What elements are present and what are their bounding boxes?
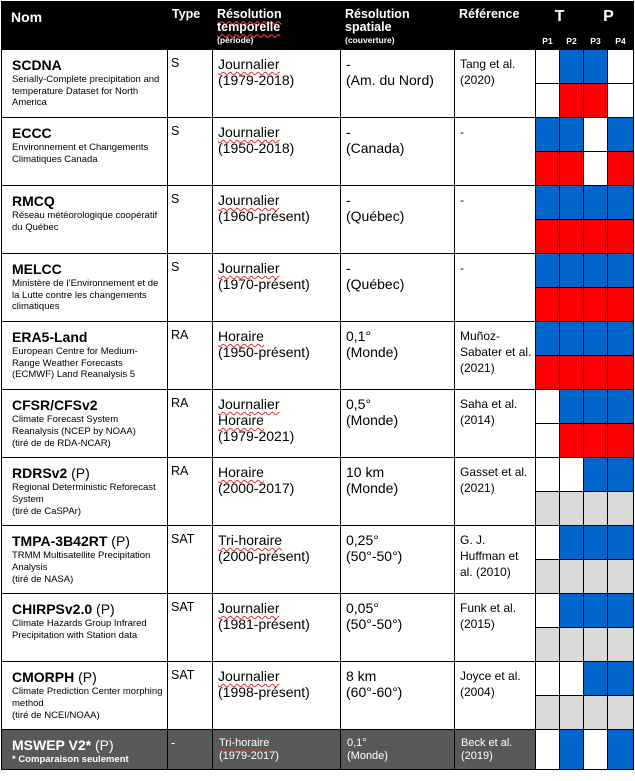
availability-cell-p3 bbox=[584, 118, 608, 152]
dataset-type: RA bbox=[168, 458, 213, 526]
dataset-reference: Joyce et al. (2004) bbox=[455, 662, 536, 730]
availability-cell-p3 bbox=[584, 84, 608, 118]
dataset-reference: G. J. Huffman et al. (2010) bbox=[455, 526, 536, 594]
availability-cell-p1 bbox=[536, 152, 560, 186]
availability-cell-p4 bbox=[608, 492, 634, 526]
dataset-period: (2000-présent) bbox=[218, 548, 310, 564]
comparison-note: * Comparaison seulement bbox=[12, 754, 129, 765]
dataset-temporal bbox=[213, 254, 341, 322]
availability-cell-p4 bbox=[608, 696, 634, 730]
availability-cell-p1 bbox=[536, 560, 560, 594]
availability-cell-p2 bbox=[560, 118, 584, 152]
dataset-coverage: (50°-50°) bbox=[346, 548, 403, 564]
dataset-temporal bbox=[213, 322, 341, 390]
availability-cell-p3 bbox=[584, 526, 608, 560]
dataset-name bbox=[12, 262, 163, 277]
dataset-name-cell bbox=[2, 50, 168, 118]
dataset-temporal-res: Journalier bbox=[218, 668, 280, 684]
dataset-row bbox=[2, 526, 634, 560]
dataset-type: S bbox=[168, 254, 213, 322]
dataset-name-text: RDRSv2 bbox=[12, 465, 68, 481]
dataset-spatial bbox=[341, 594, 455, 662]
availability-cell-p4 bbox=[608, 526, 634, 560]
dataset-name-text: ERA5-Land bbox=[12, 329, 88, 345]
dataset-name bbox=[12, 58, 163, 73]
dataset-spatial-res: - bbox=[346, 124, 351, 140]
dataset-spatial-res: - bbox=[346, 56, 351, 72]
dataset-row bbox=[2, 390, 634, 424]
dataset-reference: - bbox=[455, 186, 536, 254]
dataset-name bbox=[12, 466, 163, 481]
availability-cell-p2 bbox=[560, 526, 584, 560]
dataset-spatial bbox=[341, 186, 455, 254]
header-temporal bbox=[213, 2, 341, 50]
availability-cell-p1 bbox=[536, 492, 560, 526]
comparison-name-text: MSWEP V2* bbox=[12, 737, 92, 753]
dataset-row bbox=[2, 662, 634, 696]
dataset-type: S bbox=[168, 118, 213, 186]
dataset-name-cell bbox=[2, 458, 168, 526]
header-type: Type bbox=[168, 2, 213, 50]
availability-cell-p4 bbox=[608, 458, 634, 492]
dataset-source-note: (tiré de NCEI/NOAA) bbox=[12, 710, 100, 721]
availability-cell-p2 bbox=[560, 322, 584, 356]
dataset-row bbox=[2, 254, 634, 288]
dataset-type: S bbox=[168, 50, 213, 118]
dataset-name-suffix: (P) bbox=[74, 669, 97, 685]
dataset-name bbox=[12, 126, 163, 141]
dataset-name-cell bbox=[2, 526, 168, 594]
availability-cell-p4 bbox=[608, 84, 634, 118]
availability-cell-p3 bbox=[584, 356, 608, 390]
dataset-row bbox=[2, 594, 634, 628]
header-temporal-sub: (période) bbox=[217, 35, 254, 45]
availability-cell-p1 bbox=[536, 288, 560, 322]
comparison-period: (1979-2017) bbox=[219, 750, 279, 762]
dataset-period: (1998-présent) bbox=[218, 684, 310, 700]
header-temporal-title: Résolution temporelle bbox=[217, 7, 282, 34]
availability-cell-p2 bbox=[560, 628, 584, 662]
availability-cell-p3 bbox=[584, 594, 608, 628]
availability-cell-p3 bbox=[584, 458, 608, 492]
dataset-name bbox=[12, 670, 163, 685]
dataset-type: SAT bbox=[168, 594, 213, 662]
header-spatial bbox=[341, 2, 455, 50]
dataset-name-suffix: (P) bbox=[107, 533, 130, 549]
dataset-spatial-res: 0,25° bbox=[346, 532, 379, 548]
dataset-name-cell bbox=[2, 118, 168, 186]
header-row bbox=[2, 2, 634, 33]
dataset-description: European Centre for Medium-Range Weather Forecasts (ECMWF) Land Reanalysis 5 bbox=[12, 346, 138, 380]
availability-cell-p3 bbox=[584, 322, 608, 356]
availability-cell-p3 bbox=[584, 424, 608, 458]
dataset-period: (1979-2021) bbox=[218, 428, 295, 444]
dataset-temporal bbox=[213, 458, 341, 526]
dataset-name-text: CFSR/CFSv2 bbox=[12, 397, 98, 413]
dataset-name bbox=[12, 534, 163, 549]
availability-cell-p4 bbox=[608, 356, 634, 390]
availability-cell-p2 bbox=[560, 220, 584, 254]
availability-cell-p1 bbox=[536, 254, 560, 288]
dataset-temporal-res-2: Horaire bbox=[218, 412, 264, 428]
dataset-source-note: (tiré de de RDA-NCAR) bbox=[12, 438, 111, 449]
dataset-reference: Funk et al. (2015) bbox=[455, 594, 536, 662]
dataset-temporal-res: Journalier bbox=[218, 600, 280, 616]
dataset-period: (1950-2018) bbox=[218, 140, 295, 156]
dataset-name-cell bbox=[2, 186, 168, 254]
dataset-spatial-res: 8 km bbox=[346, 668, 377, 684]
availability-cell-p2 bbox=[560, 152, 584, 186]
availability-cell-p3 bbox=[584, 152, 608, 186]
dataset-type: RA bbox=[168, 322, 213, 390]
availability-cell-p4 bbox=[608, 560, 634, 594]
availability-cell-p2 bbox=[560, 186, 584, 220]
dataset-type: SAT bbox=[168, 526, 213, 594]
dataset-reference: - bbox=[455, 118, 536, 186]
dataset-spatial bbox=[341, 118, 455, 186]
comparison-type: - bbox=[168, 730, 213, 770]
availability-cell-p3 bbox=[584, 560, 608, 594]
dataset-coverage: (Québec) bbox=[346, 208, 405, 224]
dataset-temporal bbox=[213, 390, 341, 458]
availability-cell-p4 bbox=[608, 152, 634, 186]
dataset-name-text: CHIRPSv2.0 bbox=[12, 601, 93, 617]
availability-cell-p3 bbox=[584, 390, 608, 424]
dataset-coverage: (Québec) bbox=[346, 276, 405, 292]
availability-cell-p1 bbox=[536, 50, 560, 84]
availability-cell-p4 bbox=[608, 628, 634, 662]
availability-cell-p4 bbox=[608, 424, 634, 458]
comparison-temporal-res: Tri-horaire bbox=[219, 737, 270, 749]
availability-cell-p2 bbox=[560, 560, 584, 594]
dataset-table bbox=[1, 1, 634, 770]
dataset-name bbox=[12, 398, 163, 413]
header-temperature: T bbox=[536, 2, 584, 33]
availability-cell-p1 bbox=[536, 84, 560, 118]
dataset-spatial-res: - bbox=[346, 260, 351, 276]
dataset-temporal-res: Horaire bbox=[218, 328, 264, 344]
availability-cell-p1 bbox=[536, 220, 560, 254]
comparison-spatial-res: 0,1° bbox=[347, 737, 367, 749]
dataset-spatial bbox=[341, 390, 455, 458]
dataset-name-cell bbox=[2, 662, 168, 730]
dataset-name-cell bbox=[2, 254, 168, 322]
dataset-temporal-res: Tri-horaire bbox=[218, 532, 283, 548]
dataset-spatial-res: 10 km bbox=[346, 464, 385, 480]
comparison-reference: Beck et al. (2019) bbox=[455, 730, 536, 770]
dataset-description: Climate Hazards Group Infrared Precipitation with Station data bbox=[12, 618, 147, 641]
dataset-description: Regional Deterministic Reforecast System bbox=[12, 482, 156, 505]
availability-cell-p1 bbox=[536, 118, 560, 152]
dataset-spatial bbox=[341, 322, 455, 390]
availability-cell-p4 bbox=[608, 186, 634, 220]
dataset-spatial-res: 0,05° bbox=[346, 600, 379, 616]
availability-cell-p3 bbox=[584, 492, 608, 526]
comparison-name-cell bbox=[2, 730, 168, 770]
dataset-description: Environnement et Changements Climatiques Canada bbox=[12, 142, 149, 165]
availability-cell-p2 bbox=[560, 356, 584, 390]
dataset-name-cell bbox=[2, 322, 168, 390]
availability-cell-p4 bbox=[608, 118, 634, 152]
dataset-spatial bbox=[341, 662, 455, 730]
comparison-name-suffix: (P) bbox=[91, 737, 114, 753]
dataset-type: RA bbox=[168, 390, 213, 458]
availability-cell-p4 bbox=[608, 594, 634, 628]
availability-cell-p1 bbox=[536, 424, 560, 458]
dataset-temporal-res: Journalier bbox=[218, 56, 280, 72]
availability-cell-p3 bbox=[584, 696, 608, 730]
availability-cell-p3 bbox=[584, 50, 608, 84]
dataset-spatial bbox=[341, 458, 455, 526]
dataset-type: S bbox=[168, 186, 213, 254]
availability-cell-p2 bbox=[560, 84, 584, 118]
availability-cell-p4 bbox=[608, 390, 634, 424]
availability-cell-p2 bbox=[560, 662, 584, 696]
header-spatial-sub: (couverture) bbox=[345, 35, 395, 45]
availability-cell-p2 bbox=[560, 390, 584, 424]
availability-cell-p2 bbox=[560, 288, 584, 322]
dataset-temporal bbox=[213, 118, 341, 186]
dataset-temporal bbox=[213, 186, 341, 254]
availability-cell-p2 bbox=[560, 254, 584, 288]
header-period-2: P2 bbox=[560, 33, 584, 50]
dataset-reference: Gasset et al. (2021) bbox=[455, 458, 536, 526]
dataset-row bbox=[2, 458, 634, 492]
dataset-period: (1970-présent) bbox=[218, 276, 310, 292]
dataset-row bbox=[2, 322, 634, 356]
availability-cell-p1 bbox=[536, 322, 560, 356]
availability-cell-p1 bbox=[536, 696, 560, 730]
dataset-temporal-res: Horaire bbox=[218, 464, 264, 480]
dataset-period: (1981-présent) bbox=[218, 616, 310, 632]
availability-cell-p4 bbox=[608, 50, 634, 84]
dataset-period: (1979-2018) bbox=[218, 72, 295, 88]
dataset-type: SAT bbox=[168, 662, 213, 730]
dataset-coverage: (Monde) bbox=[346, 344, 399, 360]
dataset-temporal-res: Journalier bbox=[218, 396, 280, 412]
dataset-name-text: MELCC bbox=[12, 261, 62, 277]
availability-cell-p4 bbox=[608, 662, 634, 696]
header-period-1: P1 bbox=[536, 33, 560, 50]
availability-cell-p4 bbox=[608, 254, 634, 288]
availability-cell-p1 bbox=[536, 356, 560, 390]
availability-cell-p3 bbox=[584, 288, 608, 322]
availability-cell-p2 bbox=[560, 492, 584, 526]
comparison-coverage: (Monde) bbox=[347, 750, 388, 762]
comparison-temporal bbox=[213, 730, 341, 770]
dataset-coverage: (Am. du Nord) bbox=[346, 72, 434, 88]
availability-cell-p3 bbox=[584, 254, 608, 288]
availability-cell-p3 bbox=[584, 662, 608, 696]
dataset-temporal bbox=[213, 662, 341, 730]
availability-cell-p4 bbox=[608, 322, 634, 356]
dataset-temporal bbox=[213, 594, 341, 662]
dataset-description: Réseau météorologique coopératif du Québec bbox=[12, 210, 158, 233]
availability-cell-p1 bbox=[536, 594, 560, 628]
dataset-name-text: SCDNA bbox=[12, 57, 62, 73]
availability-cell-p4 bbox=[608, 730, 634, 770]
availability-cell-p1 bbox=[536, 730, 560, 770]
availability-cell-p2 bbox=[560, 458, 584, 492]
availability-cell-p3 bbox=[584, 186, 608, 220]
dataset-reference: Saha et al. (2014) bbox=[455, 390, 536, 458]
dataset-source-note: (tiré de NASA) bbox=[12, 574, 74, 585]
availability-cell-p2 bbox=[560, 424, 584, 458]
dataset-description: Serially-Complete precipitation and temperature Dataset for North America bbox=[12, 74, 160, 108]
dataset-name-cell bbox=[2, 594, 168, 662]
dataset-spatial bbox=[341, 50, 455, 118]
dataset-coverage: (50°-50°) bbox=[346, 616, 403, 632]
dataset-row bbox=[2, 186, 634, 220]
header-period-4: P4 bbox=[608, 33, 634, 50]
dataset-description: TRMM Multisatellite Precipitation Analysis bbox=[12, 550, 151, 573]
comparison-row bbox=[2, 730, 634, 770]
dataset-coverage: (Canada) bbox=[346, 140, 405, 156]
availability-cell-p2 bbox=[560, 50, 584, 84]
dataset-row bbox=[2, 118, 634, 152]
availability-cell-p3 bbox=[584, 730, 608, 770]
dataset-spatial-res: - bbox=[346, 192, 351, 208]
availability-cell-p1 bbox=[536, 390, 560, 424]
dataset-temporal-res: Journalier bbox=[218, 124, 280, 140]
dataset-temporal bbox=[213, 526, 341, 594]
header-period-3: P3 bbox=[584, 33, 608, 50]
dataset-description: Climate Forecast System Reanalysis (NCEP by NOAA) bbox=[12, 414, 136, 437]
header-spatial-title: Résolution spatiale bbox=[345, 7, 410, 34]
dataset-name bbox=[12, 602, 163, 617]
availability-cell-p1 bbox=[536, 186, 560, 220]
header-nom: Nom bbox=[2, 2, 168, 50]
comparison-name bbox=[12, 738, 163, 753]
availability-cell-p4 bbox=[608, 288, 634, 322]
dataset-name bbox=[12, 194, 163, 209]
header-precipitation: P bbox=[584, 2, 634, 33]
dataset-coverage: (Monde) bbox=[346, 412, 399, 428]
dataset-reference: - bbox=[455, 254, 536, 322]
availability-cell-p1 bbox=[536, 662, 560, 696]
comparison-spatial bbox=[341, 730, 455, 770]
dataset-name-cell bbox=[2, 390, 168, 458]
dataset-row bbox=[2, 50, 634, 84]
dataset-spatial bbox=[341, 526, 455, 594]
dataset-name-text: ECCC bbox=[12, 125, 52, 141]
availability-cell-p1 bbox=[536, 458, 560, 492]
availability-cell-p2 bbox=[560, 594, 584, 628]
availability-cell-p3 bbox=[584, 220, 608, 254]
availability-cell-p2 bbox=[560, 730, 584, 770]
dataset-spatial-res: 0,5° bbox=[346, 396, 372, 412]
dataset-reference: Muñoz-Sabater et al. (2021) bbox=[455, 322, 536, 390]
dataset-temporal bbox=[213, 50, 341, 118]
dataset-temporal-res: Journalier bbox=[218, 260, 280, 276]
dataset-period: (1960-présent) bbox=[218, 208, 310, 224]
dataset-spatial-res: 0,1° bbox=[346, 328, 372, 344]
dataset-period: (2000-2017) bbox=[218, 480, 295, 496]
availability-cell-p1 bbox=[536, 628, 560, 662]
dataset-coverage: (60°-60°) bbox=[346, 684, 403, 700]
dataset-name bbox=[12, 330, 163, 345]
availability-cell-p2 bbox=[560, 696, 584, 730]
dataset-description: Ministère de l’Environnement et de la Lutte contre les changements climatiques bbox=[12, 278, 159, 312]
dataset-name-suffix: (P) bbox=[92, 601, 115, 617]
availability-cell-p1 bbox=[536, 526, 560, 560]
availability-cell-p4 bbox=[608, 220, 634, 254]
dataset-coverage: (Monde) bbox=[346, 480, 399, 496]
dataset-description: Climate Prediction Center morphing method bbox=[12, 686, 163, 709]
dataset-name-text: CMORPH bbox=[12, 669, 75, 685]
dataset-temporal-res: Journalier bbox=[218, 192, 280, 208]
availability-cell-p3 bbox=[584, 628, 608, 662]
dataset-period: (1950-présent) bbox=[218, 344, 310, 360]
dataset-reference: Tang et al. (2020) bbox=[455, 50, 536, 118]
dataset-name-text: TMPA-3B42RT bbox=[12, 533, 108, 549]
dataset-name-suffix: (P) bbox=[67, 465, 90, 481]
dataset-name-text: RMCQ bbox=[12, 193, 55, 209]
header-reference: Référence bbox=[455, 2, 536, 50]
dataset-source-note: (tiré de CaSPAr) bbox=[12, 506, 81, 517]
dataset-spatial bbox=[341, 254, 455, 322]
